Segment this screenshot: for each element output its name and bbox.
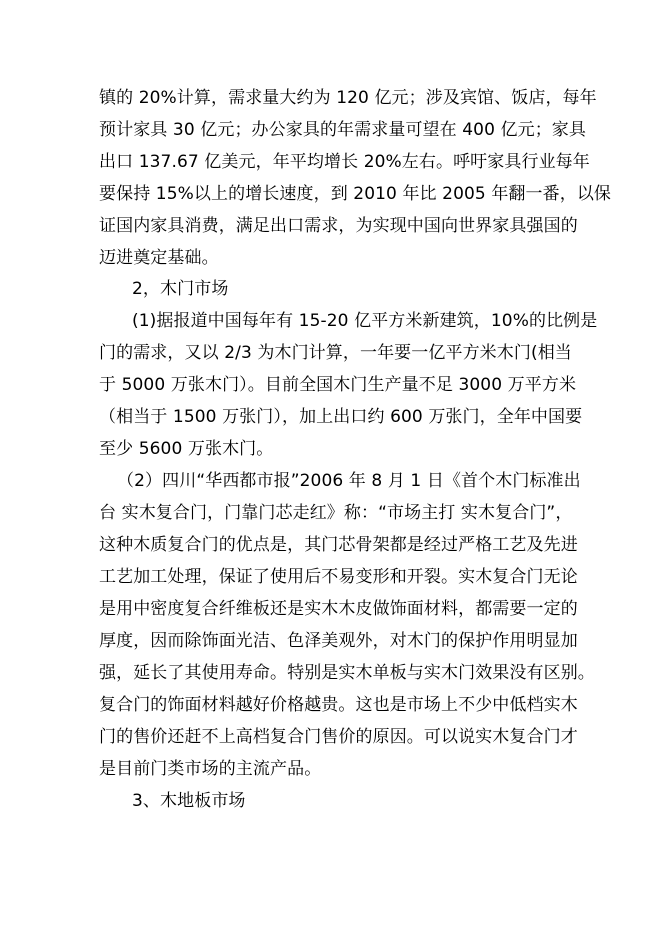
text-line: 于 5000 万张木门）。目前全国木门生产量不足 3000 万平方米	[99, 375, 577, 395]
text-line: 证国内家具消费，满足出口需求，为实现中国向世界家具强国的	[99, 216, 578, 236]
section-heading: 3、木地板市场	[132, 791, 246, 811]
text-line: 至少 5600 万张木门。	[99, 439, 274, 459]
text-line: 强，延长了其使用寿命。特别是实木单板与实木门效果没有区别。	[99, 663, 595, 683]
text-line: 工艺加工处理，保证了使用后不易变形和开裂。实木复合门无论	[99, 567, 578, 587]
text-line: 是目前门类市场的主流产品。	[99, 759, 322, 779]
text-line: 门的需求，又以 2/3 为木门计算，一年要一亿平方米木门(相当	[99, 343, 572, 363]
text-line: 这种木质复合门的优点是，其门芯骨架都是经过严格工艺及先进	[99, 535, 578, 555]
text-line: (1)据报道中国每年有 15-20 亿平方米新建筑，10%的比例是	[132, 311, 598, 331]
text-line: （相当于 1500 万张门），加上出口约 600 万张门，全年中国要	[99, 407, 583, 427]
text-line: 厚度，因而除饰面光洁、色泽美观外，对木门的保护作用明显加	[99, 631, 578, 651]
text-line: 是用中密度复合纤维板还是实木木皮做饰面材料，都需要一定的	[99, 599, 578, 619]
section-heading: 2，木门市场	[132, 279, 229, 299]
text-line: 门的售价还赶不上高档复合门售价的原因。可以说实木复合门才	[99, 727, 578, 747]
text-line: 迈进奠定基础。	[99, 248, 219, 268]
text-line: 镇的 20%计算，需求量大约为 120 亿元；涉及宾馆、饭店，每年	[99, 88, 597, 108]
text-line: 台 实木复合门，门靠门芯走红》称：“市场主打 实木复合门”，	[99, 503, 573, 523]
text-line: 复合门的饰面材料越好价格越贵。这也是市场上不少中低档实木	[99, 695, 578, 715]
text-line: 要保持 15%以上的增长速度，到 2010 年比 2005 年翻一番，以保	[99, 184, 612, 204]
text-line: 预计家具 30 亿元；办公家具的年需求量可望在 400 亿元；家具	[99, 120, 586, 140]
text-line: （2）四川“华西都市报”2006 年 8 月 1 日《首个木门标准出	[117, 471, 581, 491]
text-line: 出口 137.67 亿美元，年平均增长 20%左右。呼吁家具行业每年	[99, 152, 590, 172]
